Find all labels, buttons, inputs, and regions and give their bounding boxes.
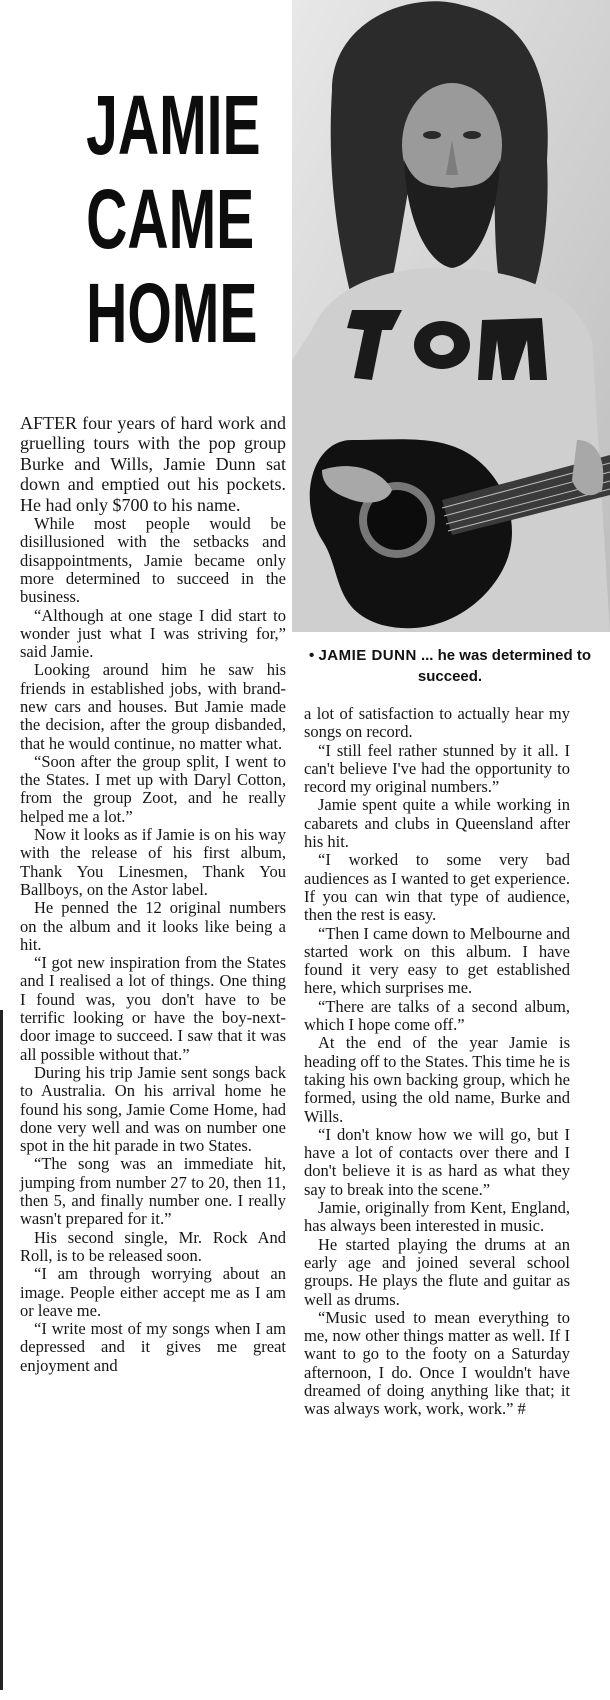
paragraph: a lot of satisfaction to actually hear my songs on record.: [304, 704, 570, 742]
paragraph: Jamie, originally from Kent, England, has always been interested in music.: [304, 1198, 570, 1236]
paragraph: He penned the 12 original numbers on the album and it looks like being a hit.: [20, 898, 286, 954]
article-column-right: [304, 705, 570, 1419]
musician-photo: [292, 0, 610, 632]
bullet-icon: •: [309, 647, 315, 664]
paragraph: “Then I came down to Melbourne and started work on this album. I have found it very easy to get established here, which surprises me.: [304, 923, 570, 998]
paragraph: “Soon after the group split, I went to the States. I met up with Daryl Cotton, from the group Zoot, and he really helped me a lot.”: [20, 751, 286, 826]
article-column-left: [20, 413, 286, 1375]
paragraph: AFTER four years of hard work and gruelling tours with the pop group Burke and Wills, Jamie Dunn sat down and emptied out his pockets. He had only $700 to his name.: [20, 413, 286, 515]
paragraph: “I don't know how we will go, but I have a lot of contacts over there and I don't believe it is as hard as what they say to break into the scene.”: [304, 1124, 570, 1199]
photo-caption: [300, 645, 600, 687]
paragraph: While most people would be disillusioned with the setbacks and disappointments, Jamie became only more determined to succeed in the business.: [20, 514, 286, 607]
paragraph: “I worked to some very bad audiences as I wanted to get experience. If you can win that type of audience, then the rest is easy.: [304, 850, 570, 925]
headline-line: JAMIE: [86, 78, 261, 172]
paragraph: “I write most of my songs when I am depressed and it gives me great enjoyment and: [20, 1319, 286, 1375]
paragraph: Now it looks as if Jamie is on his way with the release of his first album, Thank You Linesmen, Thank You Ballboys, on the Astor label.: [20, 825, 286, 899]
headline: [48, 78, 286, 360]
caption-text: ... he was determined to succeed.: [416, 647, 591, 685]
paragraph: He started playing the drums at an early age and joined several school groups. He plays the flute and guitar as well as drums.: [304, 1234, 570, 1309]
paragraph: “Music used to mean everything to me, now other things matter as well. If I want to go to the footy on a Saturday afternoon, I do. Once I wouldn't have dreamed of doing anything like that; it was always work, work, work.” #: [304, 1307, 570, 1419]
paragraph: Looking around him he saw his friends in established jobs, with brand-new cars and houses. But Jamie made the decision, after the group disbanded, that he would continue, no matter what.: [20, 660, 286, 753]
paragraph: “There are talks of a second album, which I hope come off.”: [304, 996, 570, 1035]
headline-line: HOME: [86, 266, 258, 360]
caption-name: JAMIE DUNN: [318, 647, 417, 664]
paragraph: During his trip Jamie sent songs back to Australia. On his arrival home he found his song, Jamie Come Home, had done very well and was on number one spot in the hit parade in two States.: [20, 1062, 286, 1156]
headline-line: CAME: [86, 172, 255, 266]
column-rule: [0, 1010, 3, 1690]
paragraph: His second single, Mr. Rock And Roll, is to be released soon.: [20, 1227, 286, 1265]
paragraph: “I am through worrying about an image. People either accept me as I am or leave me.: [20, 1264, 286, 1320]
paragraph: “Although at one stage I did start to wonder just what I was striving for,” said Jamie.: [20, 605, 286, 662]
paragraph: At the end of the year Jamie is heading off to the States. This time he is taking his own backing group, which he formed, using the old name, Burke and Wills.: [304, 1033, 570, 1126]
paragraph: “I got new inspiration from the States and I realised a lot of things. One thing I found was, you don't have to be terrific looking or have the boy-next-door image to succeed. I saw that it was all possible without that.”: [20, 953, 286, 1064]
paragraph: “I still feel rather stunned by it all. I can't believe I've had the opportunity to record my original numbers.”: [304, 740, 570, 797]
paragraph: Jamie spent quite a while working in cabarets and clubs in Queensland after his hit.: [304, 795, 570, 852]
paragraph: “The song was an immediate hit, jumping from number 27 to 20, then 11, then 5, and finally number one. I really wasn't prepared for it.”: [20, 1154, 286, 1229]
